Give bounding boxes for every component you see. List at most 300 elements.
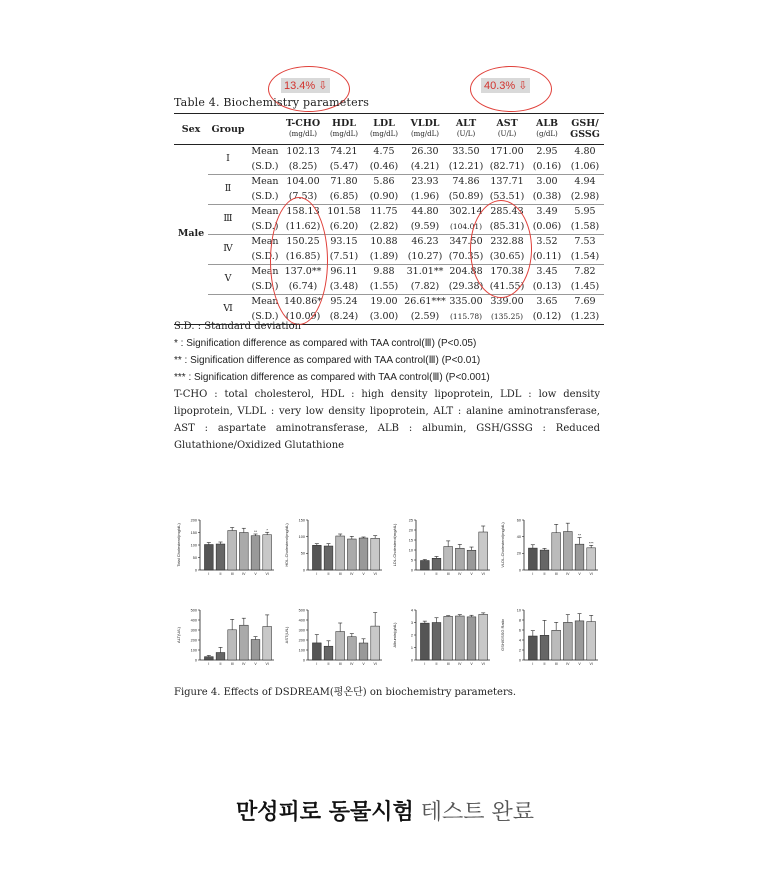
- cell-alb-sd: (0.16): [532, 160, 562, 172]
- chart-bar: [420, 561, 429, 571]
- cell-vldl-mean: 26.61***: [404, 295, 446, 310]
- biochemistry-table: [174, 113, 604, 325]
- chart-bar: [467, 617, 476, 660]
- header-sex: Sex: [181, 123, 201, 135]
- cell-alb-mean: 3.00: [528, 175, 566, 190]
- table-row: [174, 235, 604, 250]
- chart-ytick-label: 4: [410, 608, 413, 613]
- cell-tcho-sd: (8.25): [288, 160, 318, 172]
- cell-tcho-mean: 140.86*: [282, 295, 324, 310]
- chart-bar: [359, 538, 368, 570]
- chart-xtick-label: III: [446, 572, 450, 576]
- chart-2: [390, 515, 495, 585]
- note-p05: * : Signification difference as compared with TAA control(Ⅲ) (P<0.05): [174, 338, 477, 349]
- chart-significance-mark: **: [253, 529, 258, 534]
- cell-stat-label: (S.D.): [251, 160, 279, 172]
- cell-hdl-mean: 74.21: [330, 146, 358, 157]
- table-row: [174, 295, 604, 310]
- chart-3: [498, 515, 603, 585]
- cell-hdl-mean: 96.11: [324, 265, 364, 280]
- cell-vldl-sd: (7.82): [410, 280, 440, 292]
- cell-hdl-sd: (6.85): [329, 190, 359, 202]
- cell-ast-mean: 232.88: [486, 235, 528, 250]
- cell-vldl-sd: (4.21): [410, 160, 440, 172]
- cell-stat-label: Mean: [248, 235, 282, 250]
- annotation-tcho-reduction: 13.4% ⇩: [281, 78, 330, 93]
- chart-bar: [204, 657, 213, 660]
- chart-ytick-label: 200: [190, 518, 197, 523]
- chart-xtick-label: V: [362, 662, 365, 666]
- chart-0: [174, 515, 279, 585]
- chart-xtick-label: I: [208, 662, 210, 666]
- cell-alt-sd: (29.38): [448, 280, 484, 292]
- cell-alb-mean: 3.65: [528, 295, 566, 310]
- chart-xtick-label: II: [435, 572, 438, 576]
- cell-vldl-mean: 44.80: [404, 205, 446, 220]
- chart-ytick-label: 100: [298, 534, 305, 539]
- cell-group-label: Ⅰ: [226, 153, 230, 165]
- chart-ytick-label: 2: [518, 648, 521, 653]
- header-vldl: VLDL (mg/dL): [410, 118, 440, 138]
- chart-ytick-label: 5: [410, 558, 413, 563]
- bottom-title-bold: 만성피로 동물시험: [236, 800, 414, 825]
- cell-hdl-sd: (3.48): [329, 280, 359, 292]
- chart-bar: [347, 637, 356, 660]
- chart-ylabel: Albumin(g/dL): [392, 622, 397, 648]
- cell-tcho-mean: 158.13: [282, 205, 324, 220]
- chart-bar: [552, 630, 561, 660]
- annotation-ast-reduction: 40.3% ⇩: [481, 78, 530, 93]
- cell-ast-sd: (30.65): [489, 250, 525, 262]
- chart-svg: [390, 515, 495, 585]
- cell-gsh-sd: (1.58): [570, 220, 600, 232]
- cell-tcho-sd: (11.62): [285, 220, 321, 232]
- chart-ytick-label: 8: [518, 618, 521, 623]
- cell-alt-mean: 74.86: [446, 175, 486, 190]
- chart-bar: [420, 623, 429, 660]
- chart-xtick-label: I: [208, 572, 210, 576]
- cell-sex: Male: [177, 228, 205, 240]
- cell-tcho-sd: (7.53): [288, 190, 318, 202]
- chart-bar: [455, 548, 464, 570]
- cell-vldl-sd: (2.59): [410, 310, 440, 322]
- chart-xtick-label: III: [554, 572, 558, 576]
- cell-ldl-mean: 9.88: [364, 265, 404, 280]
- chart-bar: [479, 614, 488, 660]
- chart-xtick-label: II: [219, 662, 222, 666]
- header-tcho: T-CHO (mg/dL): [285, 118, 321, 138]
- chart-bar: [371, 626, 380, 660]
- cell-ldl-mean: 4.75: [373, 146, 395, 157]
- chart-ytick-label: 2: [410, 633, 413, 638]
- cell-stat-label: Mean: [248, 295, 282, 310]
- chart-xtick-label: II: [327, 572, 330, 576]
- chart-bar: [204, 545, 213, 571]
- cell-gsh-sd: (1.06): [570, 160, 600, 172]
- cell-tcho-sd: (10.09): [285, 310, 321, 322]
- chart-ylabel: Total Cholesterol(mg/dL): [176, 523, 181, 567]
- cell-vldl-sd: (10.27): [407, 250, 443, 262]
- chart-ytick-label: 0: [518, 658, 521, 663]
- cell-vldl-mean: 26.30: [411, 146, 439, 157]
- cell-hdl-mean: 95.24: [324, 295, 364, 310]
- cell-ldl-sd: (2.82): [369, 220, 399, 232]
- chart-bar: [432, 623, 441, 661]
- chart-xtick-label: II: [543, 572, 546, 576]
- cell-alt-mean: 335.00: [446, 295, 486, 310]
- chart-xtick-label: I: [424, 572, 426, 576]
- chart-bar: [540, 550, 549, 570]
- chart-ytick-label: 0: [194, 568, 197, 573]
- chart-xtick-label: II: [219, 572, 222, 576]
- chart-ytick-label: 0: [518, 568, 521, 573]
- chart-bar: [216, 544, 225, 570]
- cell-alt-sd: (115.78): [449, 311, 483, 321]
- cell-gsh-sd: (2.98): [570, 190, 600, 202]
- cell-alb-mean: 3.52: [528, 235, 566, 250]
- chart-ytick-label: 15: [408, 538, 413, 543]
- chart-xtick-label: V: [254, 662, 257, 666]
- chart-xtick-label: IV: [350, 662, 354, 666]
- bottom-title: [0, 795, 770, 826]
- chart-xtick-label: VI: [589, 662, 593, 666]
- chart-bar: [359, 643, 368, 660]
- cell-alt-mean: 302.14: [446, 205, 486, 220]
- chart-significance-mark: *: [266, 527, 268, 533]
- cell-alb-mean: 3.49: [528, 205, 566, 220]
- chart-ytick-label: 0: [302, 658, 305, 663]
- chart-ytick-label: 0: [302, 568, 305, 573]
- table-row: [174, 265, 604, 280]
- chart-bar: [347, 539, 356, 570]
- cell-alb-mean: 3.45: [528, 265, 566, 280]
- chart-bar: [336, 536, 345, 570]
- cell-tcho-sd: (16.85): [285, 250, 321, 262]
- chart-ytick-label: 200: [190, 638, 197, 643]
- table-row: [174, 175, 604, 190]
- chart-bar: [336, 632, 345, 661]
- cell-ast-mean: 137.71: [486, 175, 528, 190]
- chart-bar: [251, 640, 260, 661]
- chart-ytick-label: 1: [410, 645, 413, 650]
- chart-svg: [498, 605, 603, 675]
- cell-ast-sd: (85.31): [489, 220, 525, 232]
- chart-svg: [282, 515, 387, 585]
- cell-alt-sd: (70.35): [448, 250, 484, 262]
- cell-tcho-sd: (6.74): [288, 280, 318, 292]
- chart-xtick-label: II: [543, 662, 546, 666]
- cell-ldl-sd: (0.90): [369, 190, 399, 202]
- cell-gsh-mean: 7.53: [566, 235, 604, 250]
- chart-ytick-label: 10: [516, 608, 521, 613]
- chart-ylabel: AST(U/L): [284, 626, 289, 644]
- chart-bar: [587, 622, 596, 660]
- cell-group-label: Ⅱ: [208, 175, 248, 205]
- cell-hdl-mean: 71.80: [324, 175, 364, 190]
- cell-gsh-sd: (1.54): [570, 250, 600, 262]
- chart-xtick-label: VI: [589, 572, 593, 576]
- chart-significance-mark: **: [577, 532, 582, 538]
- chart-xtick-label: III: [230, 572, 234, 576]
- note-p01: ** : Signification difference as compared with TAA control(Ⅲ) (P<0.01): [174, 355, 481, 366]
- chart-ytick-label: 500: [298, 608, 305, 613]
- chart-ylabel: LDL-Cholesterol(mg/dL): [392, 523, 397, 567]
- chart-bar: [263, 627, 272, 661]
- chart-ytick-label: 500: [190, 608, 197, 613]
- cell-ast-mean: 171.00: [490, 146, 524, 157]
- chart-bar: [312, 545, 321, 570]
- chart-xtick-label: IV: [458, 572, 462, 576]
- cell-ast-sd: (53.51): [489, 190, 525, 202]
- cell-ldl-mean: 5.86: [364, 175, 404, 190]
- cell-stat-label: (S.D.): [251, 220, 279, 232]
- chart-xtick-label: VI: [373, 572, 377, 576]
- cell-group-label: Ⅳ: [208, 235, 248, 265]
- cell-alb-sd: (0.13): [532, 280, 562, 292]
- chart-bar: [552, 533, 561, 570]
- chart-ytick-label: 0: [410, 568, 413, 573]
- cell-tcho-mean: 102.13: [286, 146, 320, 157]
- highlight-circle-ast: [470, 200, 532, 298]
- chart-bar: [540, 635, 549, 660]
- cell-gsh-mean: 5.95: [566, 205, 604, 220]
- cell-alt-mean: 204.88: [446, 265, 486, 280]
- chart-xtick-label: I: [316, 572, 318, 576]
- note-abbr-2: lipoprotein, VLDL : very low density lipoprotein, ALT : alanine aminotransferase,: [174, 406, 600, 417]
- cell-gsh-sd: (1.45): [570, 280, 600, 292]
- chart-bar: [528, 636, 537, 660]
- cell-vldl-mean: 46.23: [404, 235, 446, 250]
- cell-ldl-mean: 10.88: [364, 235, 404, 250]
- chart-svg: [282, 605, 387, 675]
- cell-group-label: Ⅵ: [208, 295, 248, 325]
- chart-bar: [444, 547, 453, 571]
- chart-xtick-label: I: [424, 662, 426, 666]
- chart-xtick-label: V: [362, 572, 365, 576]
- note-p001: *** : Signification difference as compared with TAA control(Ⅲ) (P<0.001): [174, 372, 490, 383]
- cell-group-label: Ⅲ: [208, 205, 248, 235]
- chart-bar: [228, 630, 237, 660]
- table-caption: Table 4. Biochemistry parameters: [174, 96, 370, 109]
- chart-bar: [587, 548, 596, 570]
- cell-gsh-sd: (1.23): [570, 310, 600, 322]
- chart-bar: [228, 531, 237, 571]
- cell-ast-sd: (41.55): [489, 280, 525, 292]
- chart-xtick-label: VI: [373, 662, 377, 666]
- chart-ytick-label: 150: [298, 518, 305, 523]
- header-gsh: GSH/ GSSG: [570, 118, 600, 140]
- chart-bar: [432, 558, 441, 570]
- note-abbr-4: Glutathione/Oxidized Glutathione: [174, 440, 345, 451]
- chart-7: [498, 605, 603, 675]
- chart-ytick-label: 4: [518, 638, 521, 643]
- chart-xtick-label: II: [435, 662, 438, 666]
- table-body: [174, 145, 604, 325]
- chart-ytick-label: 100: [190, 543, 197, 548]
- chart-xtick-label: VI: [265, 662, 269, 666]
- cell-stat-label: (S.D.): [251, 250, 279, 262]
- chart-ytick-label: 25: [408, 518, 413, 523]
- cell-stat-label: Mean: [248, 265, 282, 280]
- cell-ast-sd: (82.71): [489, 160, 525, 172]
- table-header-row: [174, 114, 604, 145]
- table-row: [174, 205, 604, 220]
- chart-6: [390, 605, 495, 675]
- chart-ytick-label: 150: [190, 530, 197, 535]
- chart-ytick-label: 100: [190, 648, 197, 653]
- cell-ldl-mean: 11.75: [364, 205, 404, 220]
- figure-caption: Figure 4. Effects of DSDREAM(평온단) on biochemistry parameters.: [174, 687, 517, 698]
- chart-ytick-label: 6: [518, 628, 521, 633]
- chart-xtick-label: I: [532, 572, 534, 576]
- chart-ylabel: ALT(U/L): [176, 627, 181, 643]
- note-abbr-1: T-CHO : total cholesterol, HDL : high density lipoprotein, LDL : low density: [174, 389, 600, 400]
- chart-xtick-label: I: [316, 662, 318, 666]
- cell-ast-mean: 339.00: [486, 295, 528, 310]
- chart-xtick-label: IV: [458, 662, 462, 666]
- chart-significance-mark: ***: [588, 540, 594, 546]
- cell-alb-sd: (0.11): [532, 250, 562, 262]
- chart-ytick-label: 20: [408, 528, 413, 533]
- chart-bar: [239, 533, 248, 571]
- chart-xtick-label: V: [578, 572, 581, 576]
- chart-ytick-label: 60: [516, 518, 521, 523]
- chart-ytick-label: 300: [190, 628, 197, 633]
- chart-bar: [312, 643, 321, 660]
- bottom-title-light: 테스트 완료: [413, 800, 534, 825]
- chart-xtick-label: II: [327, 662, 330, 666]
- cell-stat-label: (S.D.): [251, 190, 279, 202]
- cell-alb-sd: (0.06): [532, 220, 562, 232]
- cell-stat-label: Mean: [248, 205, 282, 220]
- header-alb: ALB (g/dL): [535, 118, 559, 138]
- cell-vldl-mean: 23.93: [404, 175, 446, 190]
- chart-bar: [444, 616, 453, 660]
- cell-hdl-mean: 101.58: [324, 205, 364, 220]
- chart-5: [282, 605, 387, 675]
- cell-stat-label: Mean: [251, 146, 279, 157]
- chart-svg: [174, 605, 279, 675]
- chart-svg: [174, 515, 279, 585]
- cell-hdl-sd: (6.20): [329, 220, 359, 232]
- cell-alb-mean: 2.95: [536, 146, 558, 157]
- cell-vldl-sd: (1.96): [410, 190, 440, 202]
- chart-xtick-label: IV: [350, 572, 354, 576]
- cell-stat-label: Mean: [248, 175, 282, 190]
- chart-bar: [563, 622, 572, 660]
- cell-alb-sd: (0.38): [532, 190, 562, 202]
- chart-xtick-label: IV: [242, 572, 246, 576]
- chart-bar: [528, 548, 537, 570]
- chart-xtick-label: IV: [566, 662, 570, 666]
- chart-bar: [575, 544, 584, 570]
- cell-gsh-mean: 4.80: [574, 146, 596, 157]
- cell-ast-mean: 170.38: [486, 265, 528, 280]
- cell-ldl-mean: 19.00: [364, 295, 404, 310]
- highlight-circle-tcho: [270, 197, 328, 325]
- chart-bar: [575, 621, 584, 660]
- cell-ast-mean: 285.43: [486, 205, 528, 220]
- cell-vldl-mean: 31.01**: [404, 265, 446, 280]
- chart-bar: [216, 653, 225, 660]
- header-stat: [248, 114, 282, 145]
- chart-bar: [467, 550, 476, 570]
- chart-ylabel: VLDL-Cholesterol(mg/dL): [500, 522, 505, 568]
- cell-alt-sd: (50.89): [448, 190, 484, 202]
- chart-bar: [371, 538, 380, 570]
- cell-ldl-sd: (0.46): [369, 160, 399, 172]
- header-ldl: LDL (mg/dL): [369, 118, 399, 138]
- chart-ytick-label: 50: [300, 551, 305, 556]
- chart-bar: [239, 625, 248, 660]
- chart-ytick-label: 20: [516, 551, 521, 556]
- annotation-circle-ast: [470, 66, 552, 112]
- cell-vldl-sd: (9.59): [410, 220, 440, 232]
- cell-group-label: Ⅴ: [208, 265, 248, 295]
- chart-ytick-label: 3: [410, 620, 413, 625]
- chart-ytick-label: 400: [298, 618, 305, 623]
- chart-bar: [455, 616, 464, 660]
- chart-xtick-label: VI: [481, 662, 485, 666]
- chart-xtick-label: III: [446, 662, 450, 666]
- chart-svg: [390, 605, 495, 675]
- chart-xtick-label: VI: [265, 572, 269, 576]
- table-notes: [174, 318, 600, 454]
- chart-xtick-label: V: [470, 662, 473, 666]
- header-group: Group: [211, 123, 245, 135]
- note-sd: S.D. : Standard deviation: [174, 321, 302, 332]
- chart-ytick-label: 50: [192, 555, 197, 560]
- cell-gsh-mean: 4.94: [566, 175, 604, 190]
- note-abbr-3: AST : aspartate aminotransferase, ALB : albumin, GSH/GSSG : Reduced: [174, 423, 600, 434]
- chart-svg: [498, 515, 603, 585]
- chart-xtick-label: III: [230, 662, 234, 666]
- chart-xtick-label: V: [254, 572, 257, 576]
- chart-1: [282, 515, 387, 585]
- cell-alt-mean: 33.50: [452, 146, 480, 157]
- chart-bar: [263, 535, 272, 570]
- header-ast: AST (U/L): [496, 118, 518, 138]
- chart-xtick-label: III: [338, 572, 342, 576]
- cell-tcho-mean: 104.00: [282, 175, 324, 190]
- cell-alt-mean: 347.50: [446, 235, 486, 250]
- cell-tcho-mean: 150.25: [282, 235, 324, 250]
- header-alt: ALT (U/L): [455, 118, 477, 138]
- cell-stat-label: (S.D.): [251, 310, 279, 322]
- chart-bar: [563, 532, 572, 571]
- chart-4: [174, 605, 279, 675]
- chart-xtick-label: III: [554, 662, 558, 666]
- chart-xtick-label: IV: [566, 572, 570, 576]
- cell-hdl-mean: 93.15: [324, 235, 364, 250]
- cell-alb-sd: (0.12): [532, 310, 562, 322]
- cell-hdl-sd: (5.47): [329, 160, 359, 172]
- chart-xtick-label: IV: [242, 662, 246, 666]
- chart-ylabel: GSH/GSSG Ratio: [500, 619, 505, 651]
- chart-ytick-label: 300: [298, 628, 305, 633]
- chart-xtick-label: I: [532, 662, 534, 666]
- chart-bar: [324, 546, 333, 570]
- chart-ytick-label: 40: [516, 534, 521, 539]
- chart-ylabel: HDL-Cholesterol(mg/dL): [284, 523, 289, 567]
- chart-ytick-label: 0: [194, 658, 197, 663]
- cell-alt-sd: (12.21): [448, 160, 484, 172]
- cell-stat-label: (S.D.): [251, 280, 279, 292]
- chart-bar: [324, 646, 333, 660]
- cell-ast-sd: (135.25): [490, 311, 524, 321]
- cell-gsh-mean: 7.69: [566, 295, 604, 310]
- cell-ldl-sd: (1.55): [369, 280, 399, 292]
